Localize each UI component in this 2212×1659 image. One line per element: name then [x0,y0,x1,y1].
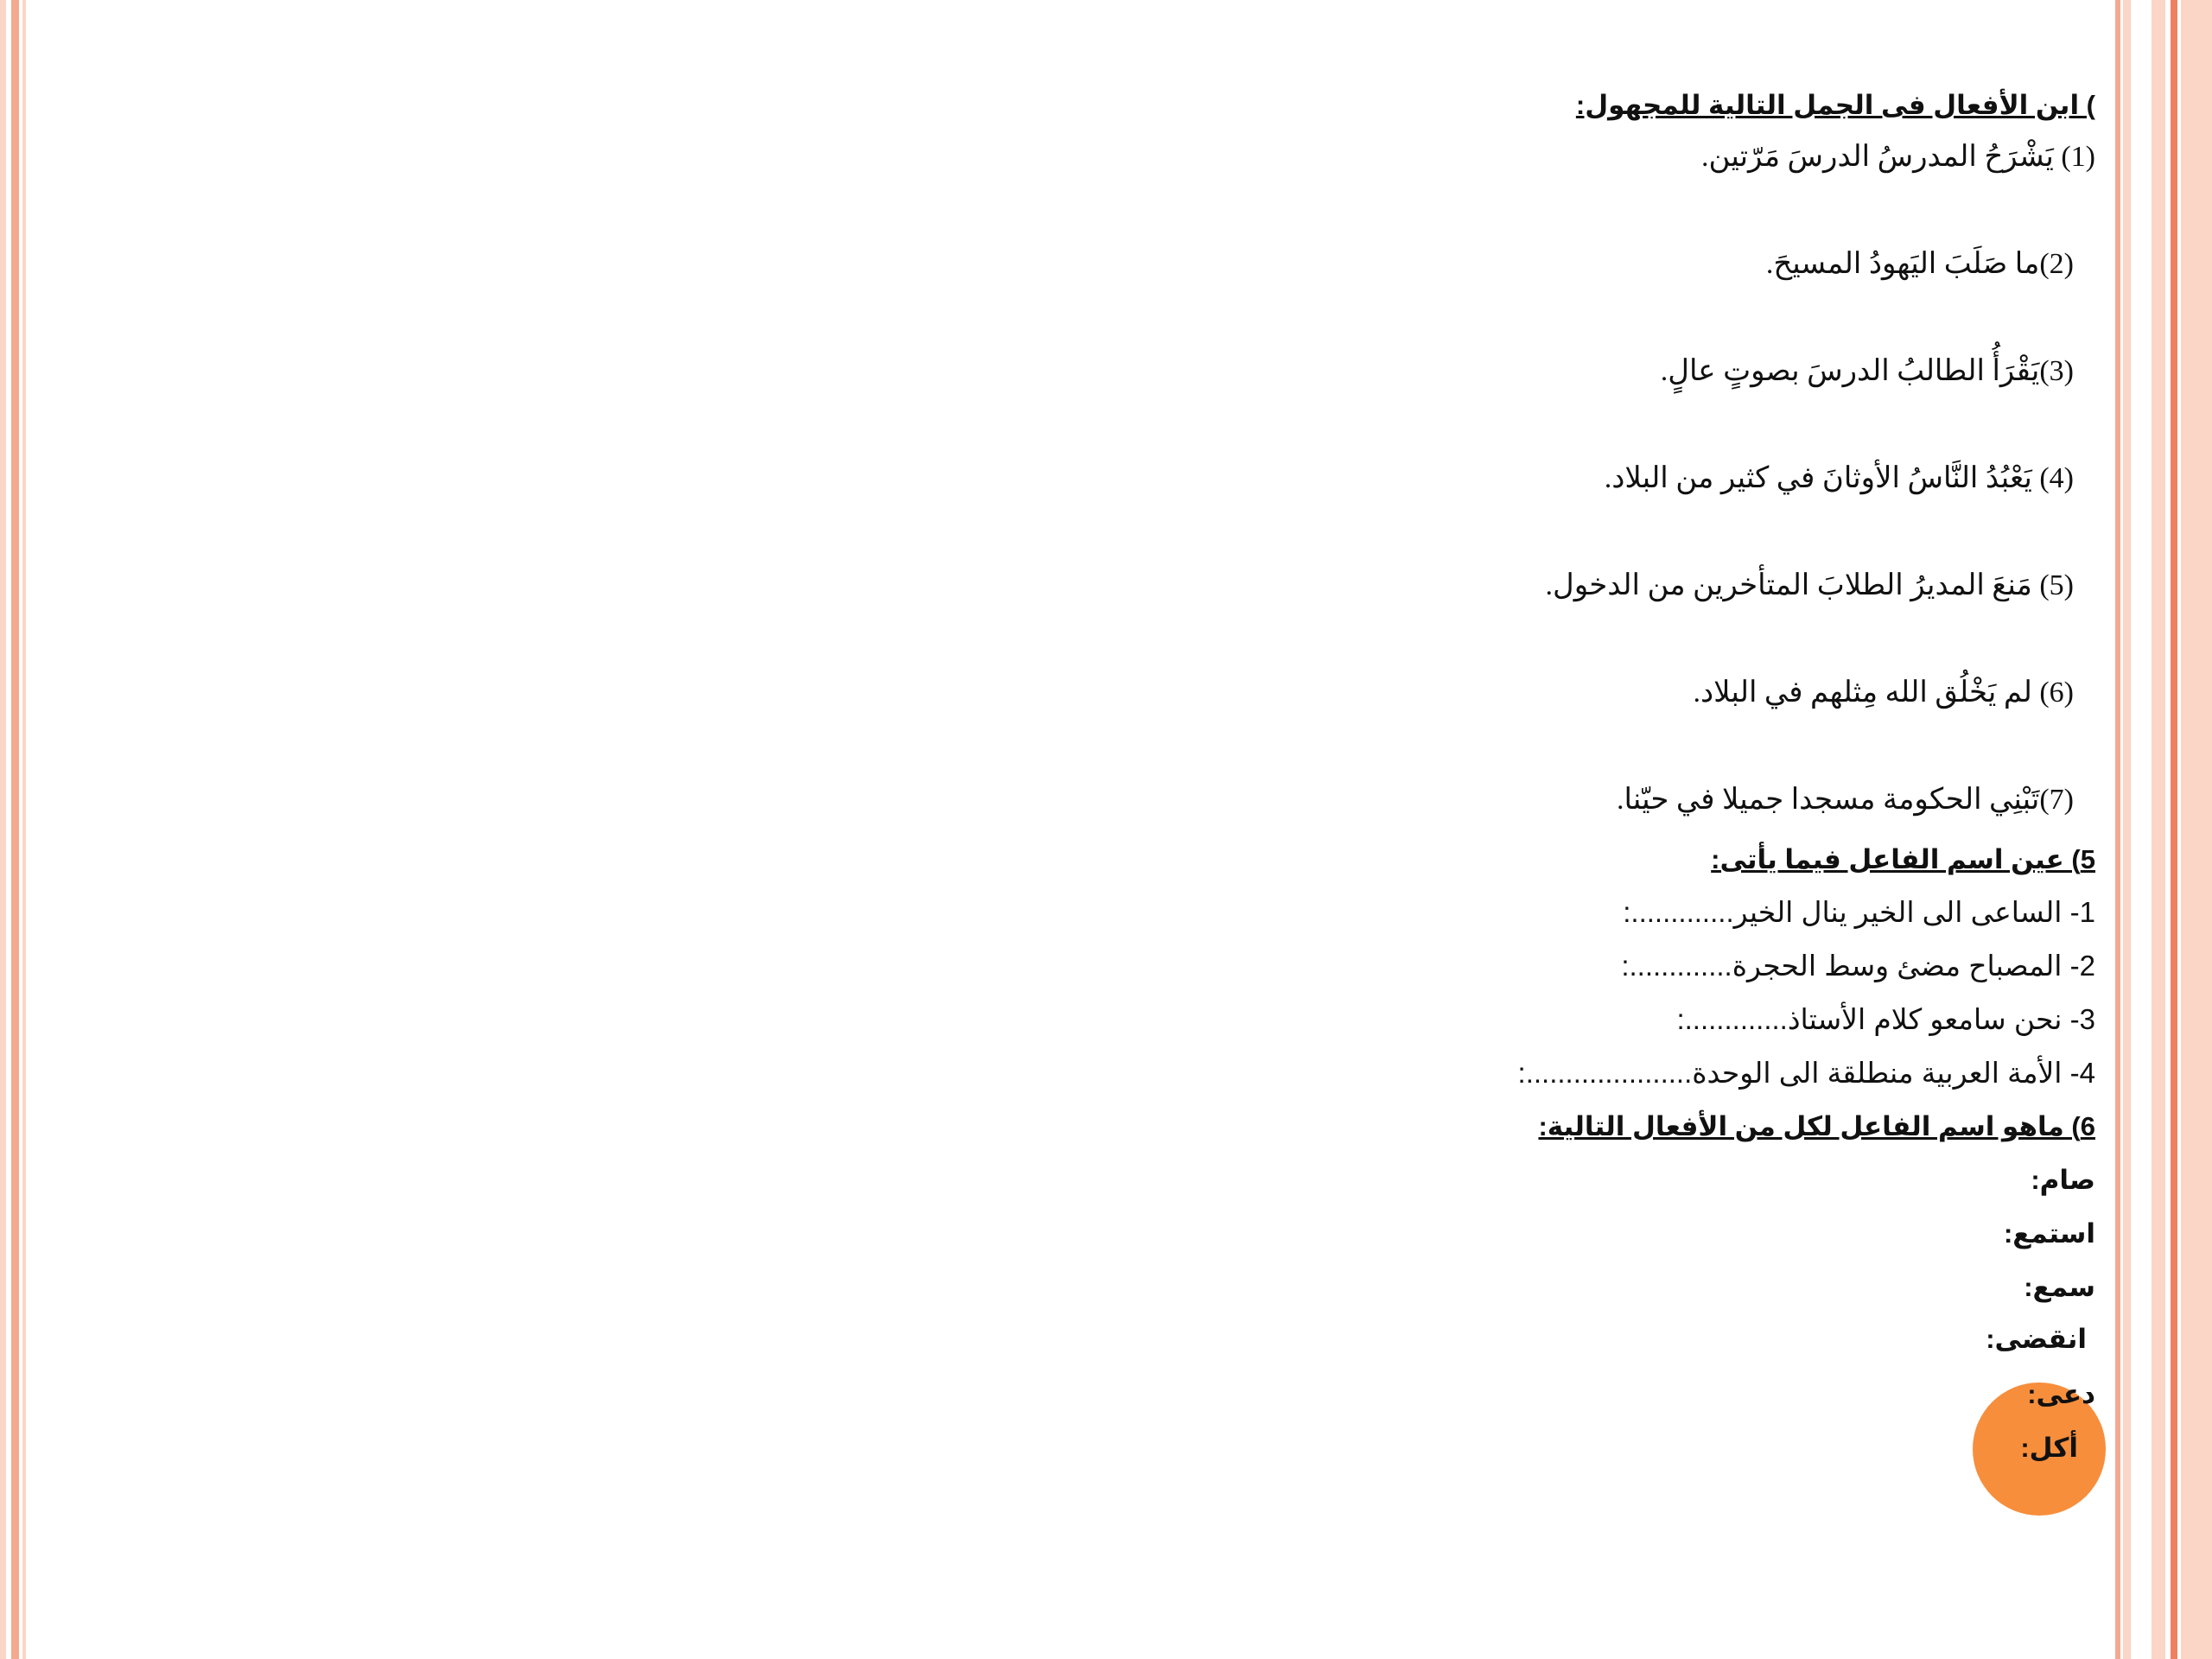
section6-heading: 6) ماهو اسم الفاعل لكل من الأفعال التالية: [1538,1111,2095,1141]
sentence-7: (7)تَبْنِي الحكومة مسجدا جميلا في حيّنا. [1617,784,2074,816]
sentence-6: (6) لم يَخْلُق الله مِثلهم في البلاد. [1693,677,2074,709]
border-stripe [2152,0,2165,1659]
border-stripe [2138,0,2152,1659]
border-stripe [0,0,6,1659]
border-stripe [22,0,26,1659]
sentence-5: (5) مَنعَ المديرُ الطلابَ المتأخرين من الدخول. [1545,569,2074,601]
verb-item: استمع: [2003,1218,2095,1249]
verb-item: أكل: [2020,1433,2078,1463]
exercise-item: 4- الأمة العربية منطلقة الى الوحدة.....................: [1517,1057,2095,1089]
border-stripe [11,0,19,1659]
sentence-4: (4) يَعْبُدُ النَّاسُ الأوثانَ في كثير من البلاد. [1604,462,2074,494]
verb-item: انقضى: [1986,1324,2087,1354]
verb-item: سمع: [2024,1272,2095,1302]
sentence-2: (2)ما صَلَبَ اليَهودُ المسيحَ. [1765,248,2074,280]
exercise-item: 1- الساعى الى الخير ينال الخير.............: [1623,896,2095,928]
exercise-item: 3- نحن سامعو كلام الأستاذ.............: [1676,1003,2095,1035]
border-stripe [2181,0,2212,1659]
section5-heading: 5) عين اسم الفاعل فيما يأتى: [1711,844,2095,874]
verb-item: صام: [2031,1165,2095,1195]
right-decorative-border [2108,0,2212,1659]
exercise-item: 2- المصباح مضئ وسط الحجرة.............: [1621,950,2095,982]
border-stripe [2123,0,2131,1659]
section4-heading: ) ابن الأفعال فى الجمل التالية للمجهول: [1575,90,2095,120]
border-stripe [2171,0,2177,1659]
verb-item: دعى: [2027,1379,2095,1409]
border-stripe [2115,0,2120,1659]
sentence-1: (1) يَشْرَحُ المدرسُ الدرسَ مَرّتين. [1700,141,2095,173]
sentence-3: (3)يَقْرَأُ الطالبُ الدرسَ بصوتٍ عالٍ. [1660,355,2074,387]
left-decorative-border [0,0,29,1659]
